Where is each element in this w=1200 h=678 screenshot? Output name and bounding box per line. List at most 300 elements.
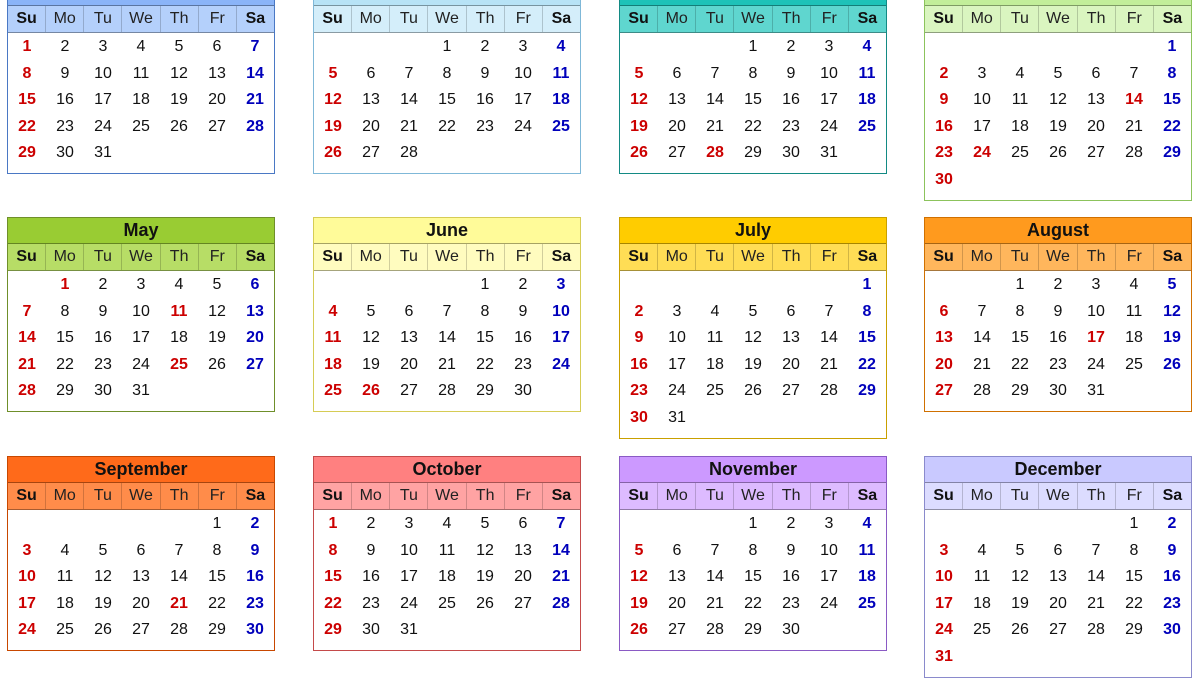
day-cell: 6: [1053, 541, 1063, 559]
day-cell: 20: [668, 117, 686, 135]
weekday-header: [925, 483, 1191, 510]
week-row: [925, 617, 1191, 644]
weekday-label: We: [733, 244, 771, 270]
weekday-label: Su: [322, 248, 343, 265]
empty-day-cell: [658, 511, 696, 538]
day-cell: 27: [668, 144, 686, 162]
day-cell: 11: [858, 64, 876, 82]
day-cell: 6: [212, 38, 222, 55]
month-7: [619, 217, 887, 439]
day-cell: 4: [1129, 276, 1139, 293]
day-cell: 30: [94, 382, 112, 400]
weekday-label: Su: [322, 10, 343, 27]
week-row: [314, 34, 580, 61]
weekday-label: Su: [933, 10, 954, 27]
day-cell: 5: [480, 515, 490, 532]
day-cell: 2: [366, 515, 376, 532]
weekday-label: Tu: [695, 483, 733, 509]
day-cell: 3: [977, 64, 987, 82]
month-days: [8, 271, 274, 405]
day-cell: 14: [246, 64, 264, 82]
empty-day-cell: [1001, 644, 1039, 671]
week-row: [620, 538, 886, 565]
empty-day-cell: [1115, 644, 1153, 671]
week-row: [314, 564, 580, 591]
day-cell: 6: [136, 541, 146, 559]
day-cell: 13: [514, 541, 532, 559]
day-cell: 13: [668, 91, 686, 109]
empty-day-cell: [696, 405, 734, 432]
month-days: [314, 510, 580, 644]
weekday-header: [314, 483, 580, 510]
weekday-label: Th: [466, 6, 504, 32]
weekday-header: [620, 483, 886, 510]
day-cell: 23: [514, 355, 532, 373]
month-3: [619, 0, 887, 174]
empty-day-cell: [963, 644, 1001, 671]
month-10: [313, 456, 581, 651]
day-cell: 22: [18, 117, 36, 135]
empty-day-cell: [504, 140, 542, 167]
weekday-header: [925, 244, 1191, 271]
day-cell: 11: [132, 64, 150, 82]
day-cell: 18: [973, 594, 991, 612]
weekday-label: Mo: [45, 483, 83, 509]
day-cell: 8: [748, 541, 758, 559]
day-cell: 4: [556, 38, 566, 55]
day-cell: 18: [170, 329, 188, 347]
day-cell: 6: [786, 302, 796, 320]
weekday-label: Mo: [962, 6, 1000, 32]
day-cell: 8: [1015, 302, 1025, 320]
day-cell: 22: [208, 594, 226, 612]
week-row: [925, 272, 1191, 299]
day-cell: 4: [862, 515, 872, 532]
weekday-label: Fr: [198, 483, 236, 509]
day-cell: 9: [60, 64, 70, 82]
empty-day-cell: [1039, 644, 1077, 671]
month-title: September: [8, 457, 274, 483]
weekday-header: [8, 483, 274, 510]
day-cell: 28: [706, 144, 724, 162]
day-cell: 3: [518, 38, 528, 55]
empty-day-cell: [810, 272, 848, 299]
day-cell: 30: [56, 144, 74, 162]
day-cell: 1: [60, 276, 70, 293]
week-row: [8, 511, 274, 538]
month-title: June: [314, 218, 580, 244]
week-row: [925, 34, 1191, 61]
day-cell: 30: [935, 170, 953, 188]
day-cell: 7: [250, 38, 260, 55]
weekday-label: Fr: [1115, 483, 1153, 509]
day-cell: 10: [514, 64, 532, 82]
empty-day-cell: [542, 140, 580, 167]
day-cell: 20: [514, 568, 532, 586]
day-cell: 1: [480, 276, 490, 293]
weekday-label: Fr: [198, 244, 236, 270]
week-row: [620, 272, 886, 299]
weekday-label: Sa: [236, 244, 274, 270]
day-cell: 27: [782, 382, 800, 400]
day-cell: 15: [1163, 91, 1181, 109]
day-cell: 9: [480, 64, 490, 82]
day-cell: 28: [552, 594, 570, 612]
month-8: [924, 217, 1192, 412]
day-cell: 11: [973, 568, 991, 586]
day-cell: 20: [935, 355, 953, 373]
day-cell: 13: [132, 568, 150, 586]
day-cell: 25: [1011, 144, 1029, 162]
day-cell: 14: [706, 568, 724, 586]
weekday-label: Tu: [389, 244, 427, 270]
week-row: [314, 61, 580, 88]
weekday-label: Fr: [1115, 6, 1153, 32]
weekday-label: Su: [322, 487, 343, 504]
day-cell: 5: [634, 541, 644, 559]
weekday-label: Su: [933, 487, 954, 504]
day-cell: 9: [1167, 541, 1177, 559]
empty-day-cell: [810, 405, 848, 432]
day-cell: 12: [94, 568, 112, 586]
week-row: [620, 61, 886, 88]
day-cell: 8: [442, 64, 452, 82]
day-cell: 6: [672, 541, 682, 559]
day-cell: 18: [324, 355, 342, 373]
weekday-label: Th: [466, 483, 504, 509]
month-days: [314, 33, 580, 167]
day-cell: 28: [170, 621, 188, 639]
day-cell: 11: [552, 64, 570, 82]
day-cell: 24: [132, 355, 150, 373]
empty-day-cell: [848, 140, 886, 167]
day-cell: 24: [94, 117, 112, 135]
month-title: October: [314, 457, 580, 483]
day-cell: 31: [668, 408, 686, 426]
weekday-label: Th: [160, 6, 198, 32]
day-cell: 8: [480, 302, 490, 320]
weekday-label: Su: [628, 248, 649, 265]
day-cell: 27: [1049, 621, 1067, 639]
weekday-label: Sa: [236, 6, 274, 32]
day-cell: 18: [438, 568, 456, 586]
weekday-label: Th: [160, 244, 198, 270]
day-cell: 9: [250, 541, 260, 559]
day-cell: 29: [1163, 144, 1181, 162]
day-cell: 24: [668, 382, 686, 400]
day-cell: 21: [438, 355, 456, 373]
day-cell: 27: [208, 117, 226, 135]
weekday-label: Fr: [810, 6, 848, 32]
month-days: [925, 271, 1191, 405]
day-cell: 7: [22, 302, 32, 320]
day-cell: 31: [1087, 382, 1105, 400]
week-row: [314, 511, 580, 538]
week-row: [314, 272, 580, 299]
day-cell: 4: [977, 541, 987, 559]
weekday-label: Tu: [695, 244, 733, 270]
day-cell: 21: [973, 355, 991, 373]
weekday-label: Fr: [504, 244, 542, 270]
day-cell: 12: [362, 329, 380, 347]
weekday-label: Mo: [351, 6, 389, 32]
day-cell: 25: [858, 117, 876, 135]
day-cell: 14: [400, 91, 418, 109]
empty-day-cell: [772, 272, 810, 299]
day-cell: 28: [820, 382, 838, 400]
week-row: [8, 352, 274, 379]
day-cell: 17: [18, 594, 36, 612]
day-cell: 5: [174, 38, 184, 55]
day-cell: 25: [706, 382, 724, 400]
day-cell: 29: [18, 144, 36, 162]
day-cell: 20: [1049, 594, 1067, 612]
day-cell: 9: [939, 91, 949, 109]
weekday-label: Sa: [1153, 483, 1191, 509]
day-cell: 15: [208, 568, 226, 586]
weekday-label: Th: [1077, 244, 1115, 270]
day-cell: 26: [94, 621, 112, 639]
weekday-label: Mo: [657, 6, 695, 32]
day-cell: 22: [476, 355, 494, 373]
week-row: [925, 114, 1191, 141]
week-row: [620, 325, 886, 352]
day-cell: 1: [22, 38, 32, 55]
day-cell: 30: [362, 621, 380, 639]
week-row: [620, 114, 886, 141]
day-cell: 29: [476, 382, 494, 400]
day-cell: 6: [1091, 64, 1101, 82]
empty-day-cell: [160, 511, 198, 538]
day-cell: 28: [438, 382, 456, 400]
weekday-label: Th: [1077, 6, 1115, 32]
day-cell: 27: [362, 144, 380, 162]
day-cell: 12: [476, 541, 494, 559]
day-cell: 15: [744, 568, 762, 586]
empty-day-cell: [734, 405, 772, 432]
empty-day-cell: [925, 34, 963, 61]
weekday-label: Sa: [1153, 6, 1191, 32]
month-5: [7, 217, 275, 412]
weekday-label: Th: [772, 244, 810, 270]
empty-day-cell: [466, 140, 504, 167]
empty-day-cell: [428, 140, 466, 167]
day-cell: 20: [132, 594, 150, 612]
day-cell: 18: [858, 91, 876, 109]
day-cell: 13: [400, 329, 418, 347]
empty-day-cell: [734, 272, 772, 299]
empty-day-cell: [428, 617, 466, 644]
empty-day-cell: [1153, 644, 1191, 671]
day-cell: 23: [246, 594, 264, 612]
week-row: [8, 591, 274, 618]
day-cell: 26: [1049, 144, 1067, 162]
week-row: [8, 87, 274, 114]
day-cell: 23: [476, 117, 494, 135]
day-cell: 17: [820, 568, 838, 586]
day-cell: 24: [820, 594, 838, 612]
day-cell: 28: [973, 382, 991, 400]
empty-day-cell: [236, 378, 274, 405]
weekday-label: We: [121, 6, 159, 32]
day-cell: 14: [820, 329, 838, 347]
weekday-label: Tu: [1000, 244, 1038, 270]
day-cell: 1: [1167, 38, 1177, 55]
day-cell: 30: [630, 408, 648, 426]
day-cell: 14: [1125, 91, 1143, 109]
day-cell: 1: [748, 38, 758, 55]
empty-day-cell: [620, 272, 658, 299]
day-cell: 20: [208, 91, 226, 109]
day-cell: 14: [706, 91, 724, 109]
month-12: [924, 456, 1192, 678]
day-cell: 31: [820, 144, 838, 162]
day-cell: 9: [1053, 302, 1063, 320]
day-cell: 3: [939, 541, 949, 559]
empty-day-cell: [963, 34, 1001, 61]
day-cell: 1: [1129, 515, 1139, 532]
month-days: [8, 510, 274, 644]
day-cell: 21: [1125, 117, 1143, 135]
weekday-label: Fr: [504, 483, 542, 509]
weekday-label: Mo: [351, 244, 389, 270]
empty-day-cell: [428, 272, 466, 299]
week-row: [314, 140, 580, 167]
month-days: [925, 33, 1191, 194]
day-cell: 9: [786, 64, 796, 82]
day-cell: 22: [438, 117, 456, 135]
empty-day-cell: [160, 140, 198, 167]
month-title: December: [925, 457, 1191, 483]
day-cell: 25: [1125, 355, 1143, 373]
day-cell: 17: [1087, 329, 1105, 347]
day-cell: 19: [630, 594, 648, 612]
weekday-label: We: [427, 6, 465, 32]
weekday-label: Th: [466, 244, 504, 270]
month-days: [925, 510, 1191, 671]
day-cell: 7: [1091, 541, 1101, 559]
day-cell: 14: [170, 568, 188, 586]
empty-day-cell: [390, 34, 428, 61]
day-cell: 6: [939, 302, 949, 320]
day-cell: 28: [18, 382, 36, 400]
day-cell: 26: [170, 117, 188, 135]
empty-day-cell: [1115, 34, 1153, 61]
day-cell: 2: [518, 276, 528, 293]
day-cell: 26: [476, 594, 494, 612]
day-cell: 7: [824, 302, 834, 320]
day-cell: 9: [634, 329, 644, 347]
empty-day-cell: [696, 272, 734, 299]
day-cell: 23: [935, 144, 953, 162]
day-cell: 5: [1167, 276, 1177, 293]
day-cell: 11: [1011, 91, 1029, 109]
weekday-label: We: [427, 483, 465, 509]
week-row: [925, 511, 1191, 538]
week-row: [925, 140, 1191, 167]
day-cell: 10: [1087, 302, 1105, 320]
day-cell: 28: [706, 621, 724, 639]
week-row: [8, 114, 274, 141]
day-cell: 30: [782, 621, 800, 639]
month-1: [7, 0, 275, 174]
weekday-header: [8, 244, 274, 271]
week-row: [925, 564, 1191, 591]
empty-day-cell: [810, 617, 848, 644]
month-4: [924, 0, 1192, 201]
day-cell: 19: [94, 594, 112, 612]
week-row: [8, 140, 274, 167]
day-cell: 31: [935, 647, 953, 665]
day-cell: 3: [404, 515, 414, 532]
weekday-label: Th: [1077, 483, 1115, 509]
day-cell: 24: [18, 621, 36, 639]
day-cell: 14: [18, 329, 36, 347]
day-cell: 1: [328, 515, 338, 532]
day-cell: 5: [328, 64, 338, 82]
day-cell: 22: [56, 355, 74, 373]
day-cell: 21: [1087, 594, 1105, 612]
empty-day-cell: [925, 272, 963, 299]
day-cell: 4: [136, 38, 146, 55]
day-cell: 17: [400, 568, 418, 586]
month-title: November: [620, 457, 886, 483]
day-cell: 29: [744, 621, 762, 639]
day-cell: 25: [170, 355, 188, 373]
empty-day-cell: [160, 378, 198, 405]
day-cell: 7: [710, 541, 720, 559]
day-cell: 26: [630, 144, 648, 162]
empty-day-cell: [925, 511, 963, 538]
day-cell: 24: [400, 594, 418, 612]
day-cell: 27: [132, 621, 150, 639]
weekday-header: [8, 6, 274, 33]
week-row: [925, 325, 1191, 352]
empty-day-cell: [314, 272, 352, 299]
weekday-header: [314, 244, 580, 271]
weekday-label: We: [121, 483, 159, 509]
weekday-label: Tu: [389, 483, 427, 509]
day-cell: 13: [246, 302, 264, 320]
weekday-header: [620, 244, 886, 271]
empty-day-cell: [1039, 34, 1077, 61]
day-cell: 16: [1049, 329, 1067, 347]
day-cell: 26: [1163, 355, 1181, 373]
weekday-label: Tu: [1000, 483, 1038, 509]
empty-day-cell: [1153, 378, 1191, 405]
weekday-label: Su: [628, 487, 649, 504]
day-cell: 17: [668, 355, 686, 373]
day-cell: 18: [552, 91, 570, 109]
day-cell: 29: [1011, 382, 1029, 400]
week-row: [314, 114, 580, 141]
day-cell: 18: [132, 91, 150, 109]
day-cell: 13: [782, 329, 800, 347]
day-cell: 4: [1015, 64, 1025, 82]
day-cell: 28: [246, 117, 264, 135]
day-cell: 2: [939, 64, 949, 82]
day-cell: 20: [668, 594, 686, 612]
weekday-label: Su: [16, 248, 37, 265]
day-cell: 5: [366, 302, 376, 320]
week-row: [620, 405, 886, 432]
day-cell: 16: [782, 568, 800, 586]
weekday-label: Sa: [1153, 244, 1191, 270]
day-cell: 12: [324, 91, 342, 109]
day-cell: 13: [362, 91, 380, 109]
weekday-header: [620, 6, 886, 33]
day-cell: 15: [858, 329, 876, 347]
